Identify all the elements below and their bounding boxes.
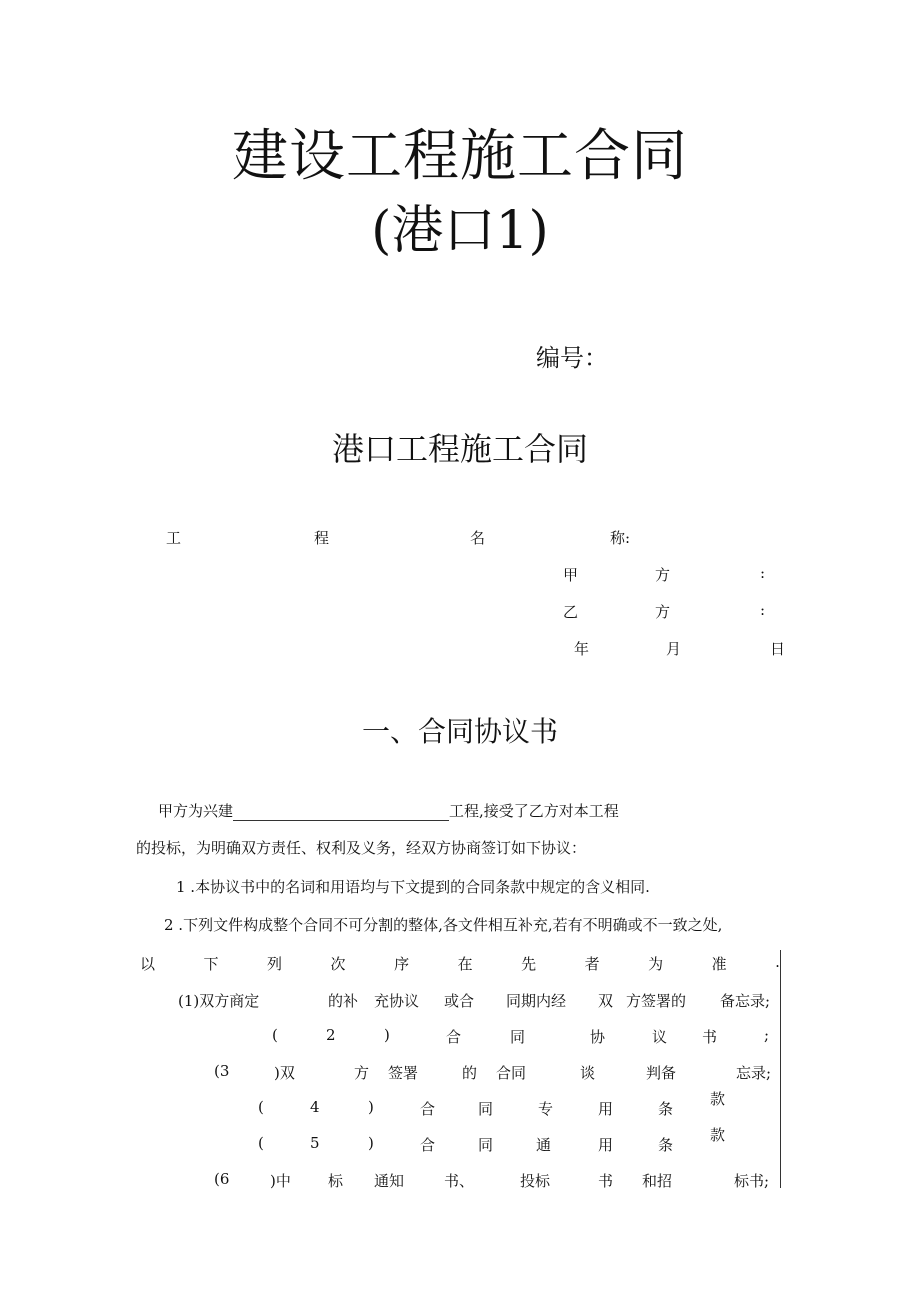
cont-char: 为 — [648, 955, 664, 973]
cont-char: . — [775, 953, 780, 971]
item-3-part: 合同 — [496, 1064, 527, 1082]
party-a-colon: : — [760, 564, 766, 582]
document-title: 建设工程施工合同 — [232, 124, 688, 189]
party-b-char-2: 方 — [655, 603, 671, 621]
intro-before: 甲方为兴建 — [158, 802, 234, 820]
item-5-part: 用 — [598, 1136, 614, 1154]
item-3-part: (3 — [214, 1062, 230, 1080]
contract-title: 港口工程施工合同 — [331, 430, 588, 468]
item-3-part: 方 — [354, 1064, 370, 1082]
cont-char: 准 — [711, 955, 727, 973]
project-name-char-1: 工 — [166, 529, 182, 547]
date-month: 月 — [666, 640, 682, 658]
item-4-part: 合 — [420, 1100, 436, 1118]
item-2-part: 议 — [652, 1028, 668, 1046]
item-6-part: (6 — [214, 1170, 230, 1188]
item-4-part: 4 — [310, 1098, 320, 1116]
item-4-part: 用 — [598, 1100, 614, 1118]
cont-char: 下 — [203, 955, 219, 973]
item-4-part: 同 — [478, 1100, 494, 1118]
item-6-part: 书、 — [444, 1172, 475, 1190]
cont-char: 以 — [140, 955, 156, 973]
item-6-part: 投标 — [520, 1172, 551, 1190]
cont-char: 在 — [457, 955, 473, 973]
project-name-char-4: 称: — [610, 529, 631, 547]
cont-char: 序 — [394, 955, 410, 973]
date-day: 日 — [770, 640, 786, 658]
item-1-part: 双 — [598, 992, 614, 1010]
intro-line-2: 的投标，为明确双方责任、权利及义务，经双方协商签订如下协议： — [136, 839, 587, 857]
cont-char: 者 — [584, 955, 600, 973]
item-5-part: 款 — [710, 1126, 726, 1144]
item-5-part: 合 — [420, 1136, 436, 1154]
intro-after: 工程,接受了乙方对本工程 — [449, 802, 619, 820]
cont-char: 次 — [330, 955, 346, 973]
item-4-part: ) — [368, 1098, 374, 1116]
item-2-part: ) — [384, 1026, 390, 1044]
item-6-part: )中 — [270, 1172, 291, 1190]
item-2-part: 2 — [326, 1026, 336, 1044]
clause-2-continuation — [140, 953, 780, 974]
item-1-part: 方签署的 — [626, 992, 687, 1010]
item-6-part: 通知 — [374, 1172, 405, 1190]
item-6-part: 书 — [598, 1172, 614, 1190]
item-5-part: 条 — [658, 1136, 674, 1154]
document-subtitle: (港口1) — [371, 201, 549, 261]
item-5-part: ( — [258, 1134, 264, 1152]
item-1-part: 备忘录; — [720, 992, 771, 1010]
item-1-part: 同期内经 — [506, 992, 567, 1010]
item-1-part: 或合 — [444, 992, 475, 1010]
item-6-part: 和招 — [642, 1172, 673, 1190]
item-6-part: 标书; — [734, 1172, 770, 1190]
item-3-part: 忘录; — [736, 1064, 772, 1082]
intro-line-1 — [158, 800, 619, 821]
date-year: 年 — [574, 640, 590, 658]
contract-number-label: 编号： — [536, 344, 608, 372]
item-2-part: 合 — [446, 1028, 462, 1046]
clause-1: 1 .本协议书中的名词和用语均与下文提到的合同条款中规定的含义相同. — [176, 878, 650, 896]
clause-2: 2 .下列文件构成整个合同不可分割的整体,各文件相互补充,若有不明确或不一致之处, — [164, 916, 723, 934]
cont-char: 先 — [521, 955, 537, 973]
item-1-part: 的补 — [328, 992, 359, 1010]
item-1-part: (1)双方商定 — [178, 992, 260, 1010]
item-2-part: 同 — [510, 1028, 526, 1046]
party-a-char-2: 方 — [655, 566, 671, 584]
item-5-part: 同 — [478, 1136, 494, 1154]
project-name-char-2: 程 — [314, 529, 330, 547]
project-name-char-3: 名 — [470, 529, 486, 547]
item-4-part: 条 — [658, 1100, 674, 1118]
cont-char: 列 — [267, 955, 283, 973]
item-5-part: ) — [368, 1134, 374, 1152]
party-a-char-1: 甲 — [563, 566, 579, 584]
item-4-part: 专 — [538, 1100, 554, 1118]
item-3-part: 判备 — [646, 1064, 677, 1082]
item-3-part: 签署 — [388, 1064, 419, 1082]
item-2-part: ( — [272, 1026, 278, 1044]
item-6-part: 标 — [328, 1172, 344, 1190]
item-2-part: 书 — [702, 1028, 718, 1046]
item-3-part: 谈 — [580, 1064, 596, 1082]
party-b-colon: : — [760, 601, 766, 619]
item-3-part: 的 — [462, 1064, 478, 1082]
item-5-part: 通 — [536, 1136, 552, 1154]
item-3-part: )双 — [274, 1064, 295, 1082]
party-b-char-1: 乙 — [563, 603, 579, 621]
project-name-blank — [233, 806, 449, 821]
item-4-part: ( — [258, 1098, 264, 1116]
item-2-part: ; — [764, 1026, 770, 1044]
margin-line — [780, 950, 781, 1188]
item-5-part: 5 — [310, 1134, 320, 1152]
item-1-part: 充协议 — [374, 992, 420, 1010]
item-4-part: 款 — [710, 1090, 726, 1108]
item-2-part: 协 — [590, 1028, 606, 1046]
section-title: 一、合同协议书 — [361, 715, 558, 748]
